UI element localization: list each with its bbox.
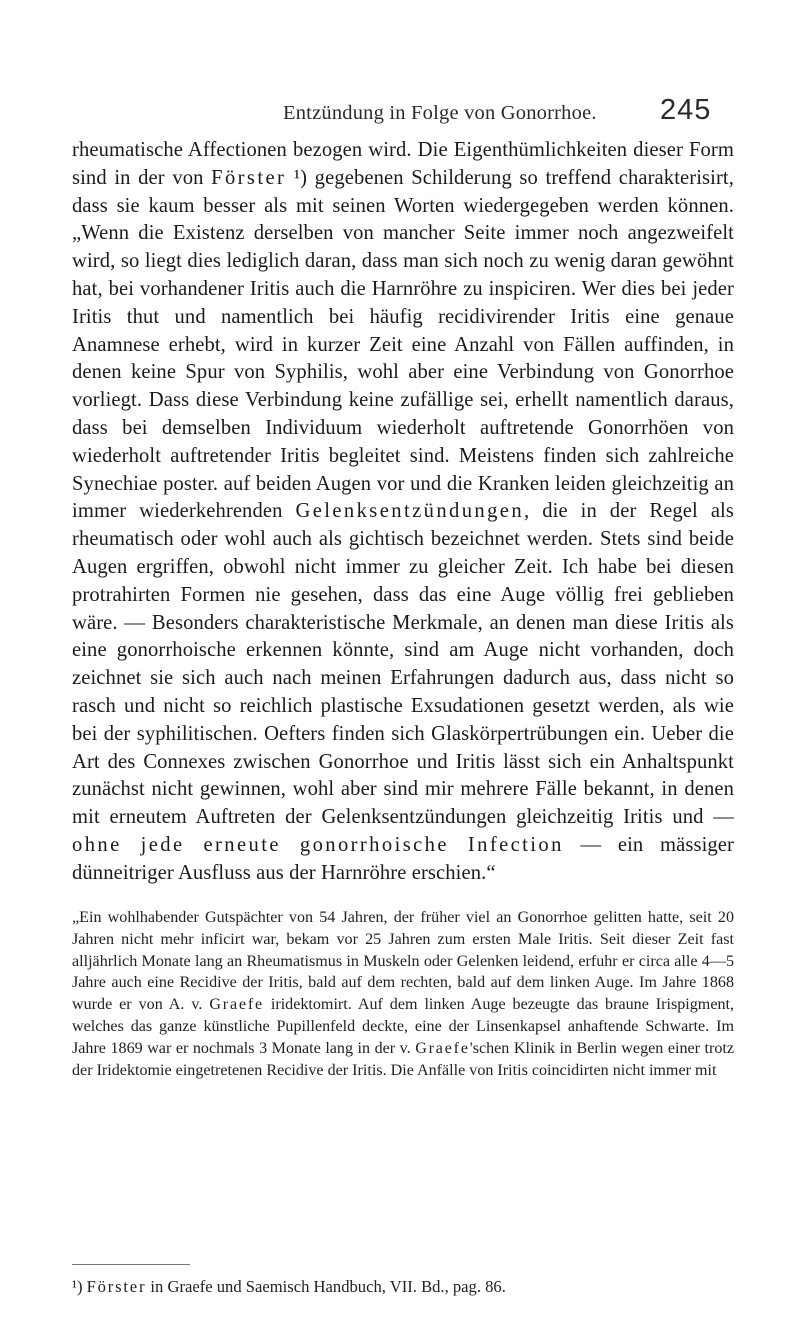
author-name: Förster bbox=[211, 166, 287, 189]
emphasized-phrase: ohne jede erneute gonorrhoische Infection bbox=[72, 833, 564, 856]
text-run: iridektomirt. Auf dem linken Auge bezeugte das braune Irispigment, welches das ganze künstliche Pupillenfeld deckte, eine der Linsenkapsel anhaftende Schwarte. Im Jahre 1869 war er nochmals 3 Monate lang in der v. bbox=[72, 996, 734, 1057]
page-number: 245 bbox=[660, 94, 712, 126]
running-title: Entzündung in Folge von Gonorrhoe. bbox=[283, 102, 597, 124]
emphasized-term: Gelenksentzündungen bbox=[295, 500, 525, 523]
case-report bbox=[72, 907, 734, 1081]
author-name: Förster bbox=[86, 1277, 147, 1296]
text-run: 'schen Klinik in Berlin wegen einer trotz der Iridektomie eingetretenen Recidive der Iritis. Die Anfälle von Iritis coincidirten nicht immer mit bbox=[72, 1039, 735, 1079]
main-text bbox=[72, 137, 734, 888]
text-run: — ein mässiger dünneitriger Ausfluss aus der Harnröhre erschien.“ bbox=[72, 833, 734, 884]
text-run: rheumatische Affectionen bezogen wird. Die Eigenthümlichkeiten dieser Form sind in der von bbox=[72, 139, 734, 189]
case-paragraph bbox=[72, 907, 734, 1081]
author-name: Graefe bbox=[415, 1039, 470, 1057]
page-header bbox=[0, 94, 800, 130]
footnote-text: in Graefe und Saemisch Handbuch, VII. Bd., pag. 86. bbox=[146, 1277, 506, 1296]
text-run: , die in der Regel als rheumatisch oder wohl auch als gichtisch bezeichnet werden. Stets sind beide Augen ergriffen, obwohl nicht immer zu gleicher Zeit. Ich habe bei diesen protrahirten Formen nie gesehen, dass das eine Auge völlig frei geblieben wäre. — Besonders charakteristische Merkmale, an denen man diese Iritis als eine gonorrhoische erkennen könnte, sind am Auge nicht vorhanden, doch zeichnet sie sich auch nach meinen Erfahrungen dadurch aus, dass nicht so rasch und nicht so reichlich plastische Exsudationen gesetzt werden, als wie bei der syphilitischen. Oefters finden sich Glaskörpertrübungen ein. Ueber die Art des Connexes zwischen Gonorrhoe und Iritis lässt sich ein Anhaltspunkt zunächst nicht gewinnen, wohl aber sind mir mehrere Fälle bekannt, in denen mit erneutem Auftreten der Gelenksentzündungen gleichzeitig Iritis und — bbox=[72, 500, 734, 829]
footnote-marker: ¹) bbox=[72, 1277, 87, 1296]
text-run: „Ein wohlhabender Gutspächter von 54 Jahren, der früher viel an Gonorrhoe gelitten hatte, seit 20 Jahren nicht mehr inficirt war, bekam vor 25 Jahren zum ersten Male Iritis. Seit dieser Zeit fast alljährlich Monate lang an Rheumatismus in Muskeln oder Gelenken leidend, erfuhr er circa alle 4—5 Jahre auch eine Recidive der Iritis, bald auf dem rechten, bald auf dem linken Auge. Im Jahre 1868 wurde er von A. v. bbox=[72, 909, 734, 1014]
main-paragraph bbox=[72, 137, 734, 888]
footnote-divider bbox=[72, 1264, 190, 1265]
author-name: Graefe bbox=[209, 996, 264, 1014]
footnote bbox=[72, 1276, 734, 1298]
text-run: ¹) gegebenen Schilderung so treffend charakterisirt, dass sie kaum besser als mit seinen Worten wiedergegeben werden können. „Wenn die Existenz derselben von mancher Seite immer noch angezweifelt wird, so liegt dies lediglich daran, dass man sich noch zu wenig daran gewöhnt hat, bei vorhandener Iritis auch die Harnröhre zu inspiciren. Wer dies bei jeder Iritis thut und namentlich bei häufig recidivirender Iritis eine genaue Anamnese erhebt, wird in kurzer Zeit eine Anzahl von Fällen auffinden, in denen keine Spur von Syphilis, wohl aber eine Verbindung von Gonorrhoe vorliegt. Dass diese Verbindung keine zufällige sei, erhellt namentlich daraus, dass bei demselben Individuum wiederholt auftretende Gonorrhöen von wiederholt auftretender Iritis begleitet sind. Meistens finden sich zahlreiche Synechiae poster. auf beiden Augen vor und die Kranken leiden gleichzeitig an immer wiederkehrenden bbox=[72, 166, 734, 523]
